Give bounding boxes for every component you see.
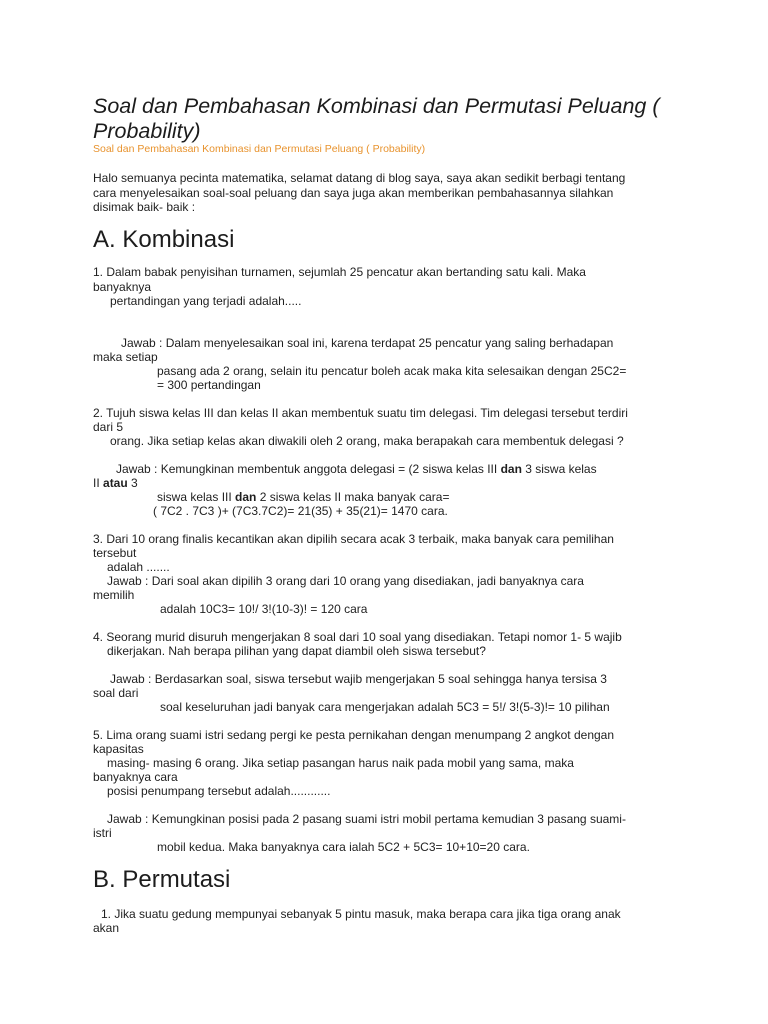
question-line: banyaknya (93, 280, 152, 294)
question-line: adalah ....... (107, 560, 170, 574)
answer-line: mobil kedua. Maka banyaknya cara ialah 5C2 + 5C3= 10+10=20 cara. (157, 840, 530, 854)
question-line: 3. Dari 10 orang finalis kecantikan akan dipilih secara acak 3 terbaik, maka banyak cara pemilihan (93, 532, 614, 546)
page-subtitle-link[interactable]: Soal dan Pembahasan Kombinasi dan Permutasi Peluang ( Probability) (93, 143, 426, 155)
page-title: Soal dan Pembahasan Kombinasi dan Permutasi Peluang ( Probability) (93, 94, 660, 143)
question-line: 1. Dalam babak penyisihan turnamen, sejumlah 25 pencatur akan bertanding satu kali. Maka (93, 265, 586, 279)
answer-line: istri (93, 826, 112, 840)
intro-line: disimak baik- baik : (93, 200, 196, 214)
answer-line: Jawab : Berdasarkan soal, siswa tersebut wajib mengerjakan 5 soal sehingga hanya tersisa 3 (110, 672, 607, 686)
question-line: posisi penumpang tersebut adalah............ (107, 784, 331, 798)
answer-line: II atau 3 (93, 476, 138, 490)
question-line: pertandingan yang terjadi adalah..... (110, 294, 302, 308)
question-line: dikerjakan. Nah berapa pilihan yang dapat diambil oleh siswa tersebut? (107, 644, 486, 658)
answer-line: soal keseluruhan jadi banyak cara mengerjakan adalah 5C3 = 5!/ 3!(5-3)!= 10 pilihan (160, 700, 610, 714)
answer-line: Jawab : Kemungkinan posisi pada 2 pasang suami istri mobil pertama kemudian 3 pasang suami- (107, 812, 626, 826)
answer-line: adalah 10C3= 10!/ 3!(10-3)! = 120 cara (160, 602, 368, 616)
question-line: 5. Lima orang suami istri sedang pergi ke pesta pernikahan dengan menumpang 2 angkot dengan (93, 728, 615, 742)
question-line: tersebut (93, 546, 137, 560)
answer-line: Jawab : Dari soal akan dipilih 3 orang dari 10 orang yang disediakan, jadi banyaknya cara (107, 574, 584, 588)
question-line: kapasitas (93, 742, 144, 756)
intro-line: Halo semuanya pecinta matematika, selamat datang di blog saya, saya akan sedikit berbagi tentang (93, 171, 626, 185)
question-line: orang. Jika setiap kelas akan diwakili oleh 2 orang, maka berapakah cara membentuk delegasi ? (110, 434, 624, 448)
answer-line: = 300 pertandingan (157, 378, 261, 392)
question-line: dari 5 (93, 420, 124, 434)
answer-line: pasang ada 2 orang, selain itu pencatur boleh acak maka kita selesaikan dengan 25C2= (157, 364, 627, 378)
answer-line: Jawab : Dalam menyelesaikan soal ini, karena terdapat 25 pencatur yang saling berhadapan (121, 336, 614, 350)
answer-line: soal dari (93, 686, 139, 700)
question-line: 2. Tujuh siswa kelas III dan kelas II akan membentuk suatu tim delegasi. Tim delegasi tersebut terdiri (93, 406, 628, 420)
question-line: akan (93, 921, 120, 935)
answer-line: memilih (93, 588, 135, 602)
answer-line: siswa kelas III dan 2 siswa kelas II maka banyak cara= (157, 490, 450, 504)
section-heading-permutasi: B. Permutasi (93, 866, 231, 893)
question-line: 4. Seorang murid disuruh mengerjakan 8 soal dari 10 soal yang disediakan. Tetapi nomor 1- 5 wajib (93, 630, 622, 644)
intro-line: cara menyelesaikan soal-soal peluang dan saya juga akan memberikan pembahasannya silahkan (93, 186, 614, 200)
section-heading-kombinasi: A. Kombinasi (93, 226, 235, 253)
answer-line: maka setiap (93, 350, 158, 364)
question-line: 1. Jika suatu gedung mempunyai sebanyak 5 pintu masuk, maka berapa cara jika tiga orang anak (101, 907, 621, 921)
question-line: masing- masing 6 orang. Jika setiap pasangan harus naik pada mobil yang sama, maka (107, 756, 574, 770)
answer-line: ( 7C2 . 7C3 )+ (7C3.7C2)= 21(35) + 35(21)= 1470 cara. (153, 504, 448, 518)
answer-line: Jawab : Kemungkinan membentuk anggota delegasi = (2 siswa kelas III dan 3 siswa kelas (116, 462, 597, 476)
question-line: banyaknya cara (93, 770, 178, 784)
